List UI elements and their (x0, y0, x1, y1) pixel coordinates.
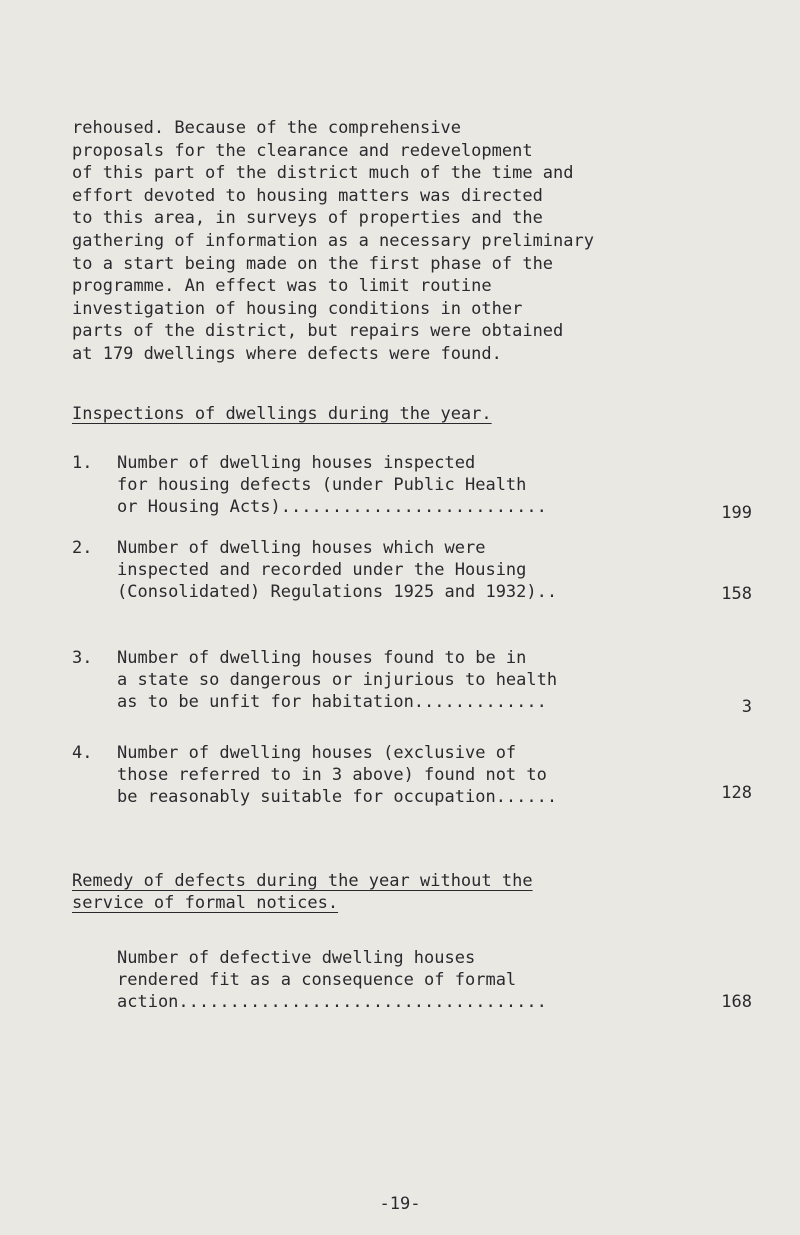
item-number: 2. (72, 538, 93, 558)
item-text: Number of dwelling houses found to be in a state so dangerous or injurious to health as to be unfit for habitation............. (117, 648, 558, 712)
item-value: 199 (721, 503, 752, 523)
item-number: 3. (72, 648, 93, 668)
inspections-heading: Inspections of dwellings during the year. (72, 404, 492, 424)
intro-paragraph: rehoused. Because of the comprehensive proposals for the clearance and redevelopment of this part of the district much of the time and effort devoted to housing matters was directed to this area, in surveys of properties and the gathering of information as a necessary preliminary to a start being made on the first phase of the programme. An effect was to limit routine investigation of housing conditions in other parts of the district, but repairs were obtained at 179 dwellings where defects were found. (72, 118, 594, 364)
page-number: -19- (379, 1194, 421, 1214)
item-text: Number of dwelling houses (exclusive of those referred to in 3 above) found not to be reasonably suitable for occupation...... (117, 743, 558, 807)
item-value: 3 (741, 697, 752, 717)
item-text: Number of dwelling houses inspected for housing defects (under Public Health or Housing Acts).......................... (117, 453, 547, 517)
remedy-heading: Remedy of defects during the year without the service of formal notices. (72, 871, 533, 913)
item-number: 4. (72, 743, 93, 763)
item-value: 158 (721, 584, 752, 604)
remedy-value: 168 (721, 992, 752, 1012)
item-number: 1. (72, 453, 93, 473)
item-value: 128 (721, 783, 752, 803)
remedy-text: Number of defective dwelling houses rendered fit as a consequence of formal action.................................... (117, 948, 547, 1012)
item-text: Number of dwelling houses which were inspected and recorded under the Housing (Consolidated) Regulations 1925 and 1932).. (117, 538, 558, 602)
